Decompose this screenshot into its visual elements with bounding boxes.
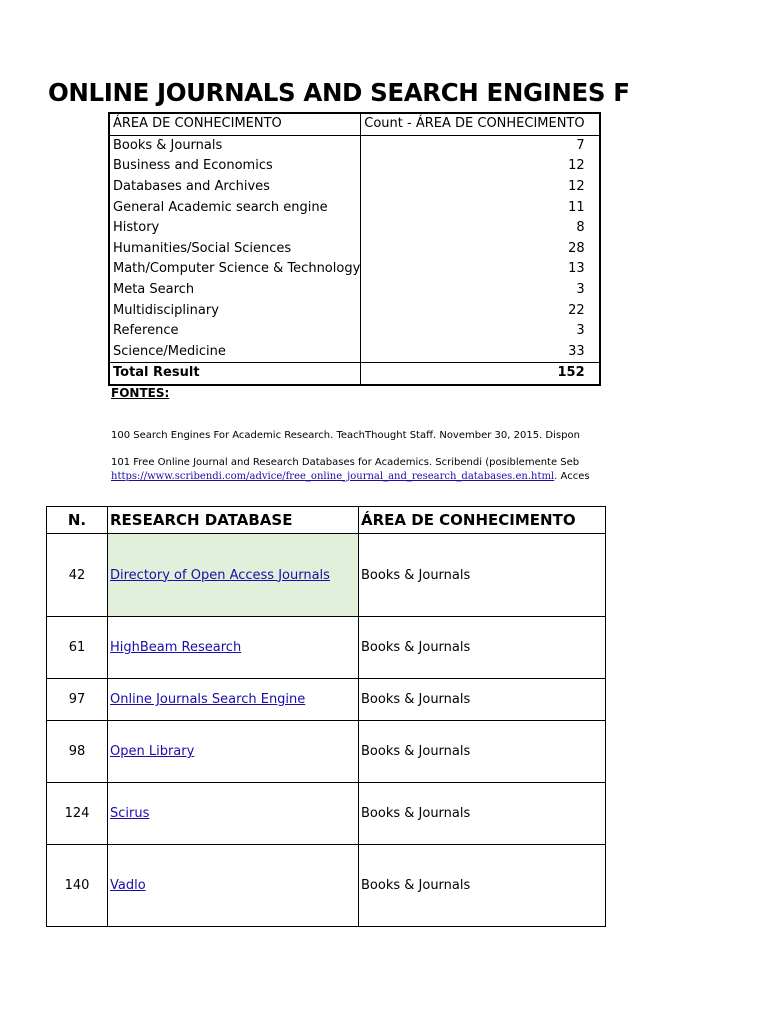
database-link[interactable]: Directory of Open Access Journals — [110, 567, 330, 583]
table-row — [47, 721, 606, 783]
summary-row — [109, 259, 600, 280]
summary-area: Databases and Archives — [109, 177, 361, 198]
summary-count: 3 — [361, 321, 600, 342]
summary-area: Business and Economics — [109, 156, 361, 177]
summary-area: Meta Search — [109, 280, 361, 301]
database-link[interactable]: Vadlo — [110, 878, 146, 893]
summary-row — [109, 342, 600, 363]
summary-row — [109, 321, 600, 342]
header-area: ÁREA DE CONHECIMENTO — [359, 507, 606, 534]
row-number: 97 — [47, 679, 108, 721]
table-row — [47, 534, 606, 617]
summary-area: Books & Journals — [109, 135, 361, 156]
database-table — [46, 506, 606, 927]
source-link[interactable]: https://www.scribendi.com/advice/free_online_journal_and_research_databases.en.html — [111, 471, 555, 482]
database-link[interactable]: HighBeam Research — [110, 640, 242, 655]
table-row — [47, 783, 606, 845]
summary-pivot-table — [108, 112, 601, 386]
summary-row — [109, 197, 600, 218]
row-number: 98 — [47, 721, 108, 783]
summary-row — [109, 280, 600, 301]
area-cell: Books & Journals — [359, 617, 606, 679]
summary-row — [109, 135, 600, 156]
row-number: 140 — [47, 845, 108, 927]
database-name-cell — [108, 679, 359, 721]
database-link[interactable]: Open Library — [110, 744, 195, 759]
summary-count: 33 — [361, 342, 600, 363]
summary-total-count: 152 — [361, 363, 600, 385]
summary-count: 13 — [361, 259, 600, 280]
header-research-database: RESEARCH DATABASE — [108, 507, 359, 534]
page-title: ONLINE JOURNALS AND SEARCH ENGINES F — [48, 78, 630, 107]
table-row — [47, 617, 606, 679]
table-row — [47, 845, 606, 927]
summary-area: Humanities/Social Sciences — [109, 239, 361, 260]
summary-count: 22 — [361, 300, 600, 321]
database-header-row — [47, 507, 606, 534]
summary-count: 8 — [361, 218, 600, 239]
summary-row — [109, 239, 600, 260]
summary-row — [109, 218, 600, 239]
database-name-cell — [108, 845, 359, 927]
summary-count: 28 — [361, 239, 600, 260]
database-name-cell — [108, 783, 359, 845]
summary-area: Reference — [109, 321, 361, 342]
database-link[interactable]: Scirus — [110, 806, 150, 821]
summary-header-row — [109, 113, 600, 135]
area-cell: Books & Journals — [359, 679, 606, 721]
source-link-suffix: . Acces — [554, 471, 590, 482]
database-link[interactable]: Online Journals Search Engine — [110, 692, 306, 707]
header-number: N. — [47, 507, 108, 534]
summary-count: 3 — [361, 280, 600, 301]
database-name-cell — [108, 617, 359, 679]
summary-total-row — [109, 363, 600, 385]
source-citation-1: 100 Search Engines For Academic Research. TeachThought Staff. November 30, 2015. Dispon — [111, 430, 580, 441]
summary-row — [109, 300, 600, 321]
sources-heading: FONTES: — [111, 386, 170, 400]
row-number: 124 — [47, 783, 108, 845]
summary-area: Science/Medicine — [109, 342, 361, 363]
summary-area: Multidisciplinary — [109, 300, 361, 321]
database-name-cell — [108, 534, 359, 617]
area-cell: Books & Journals — [359, 845, 606, 927]
summary-area: Math/Computer Science & Technology — [109, 259, 361, 280]
source-citation-2-link-line — [111, 471, 590, 482]
summary-area: History — [109, 218, 361, 239]
area-cell: Books & Journals — [359, 783, 606, 845]
area-cell: Books & Journals — [359, 721, 606, 783]
summary-count: 12 — [361, 177, 600, 198]
table-row — [47, 679, 606, 721]
database-name-cell — [108, 721, 359, 783]
row-number: 61 — [47, 617, 108, 679]
row-number: 42 — [47, 534, 108, 617]
summary-row — [109, 177, 600, 198]
summary-row — [109, 156, 600, 177]
summary-header-count: Count - ÁREA DE CONHECIMENTO — [361, 113, 600, 135]
summary-area: General Academic search engine — [109, 197, 361, 218]
source-citation-2: 101 Free Online Journal and Research Databases for Academics. Scribendi (posiblemente Seb — [111, 457, 580, 468]
summary-count: 12 — [361, 156, 600, 177]
summary-total-label: Total Result — [109, 363, 361, 385]
summary-header-area: ÁREA DE CONHECIMENTO — [109, 113, 361, 135]
summary-count: 7 — [361, 135, 600, 156]
summary-count: 11 — [361, 197, 600, 218]
area-cell: Books & Journals — [359, 534, 606, 617]
